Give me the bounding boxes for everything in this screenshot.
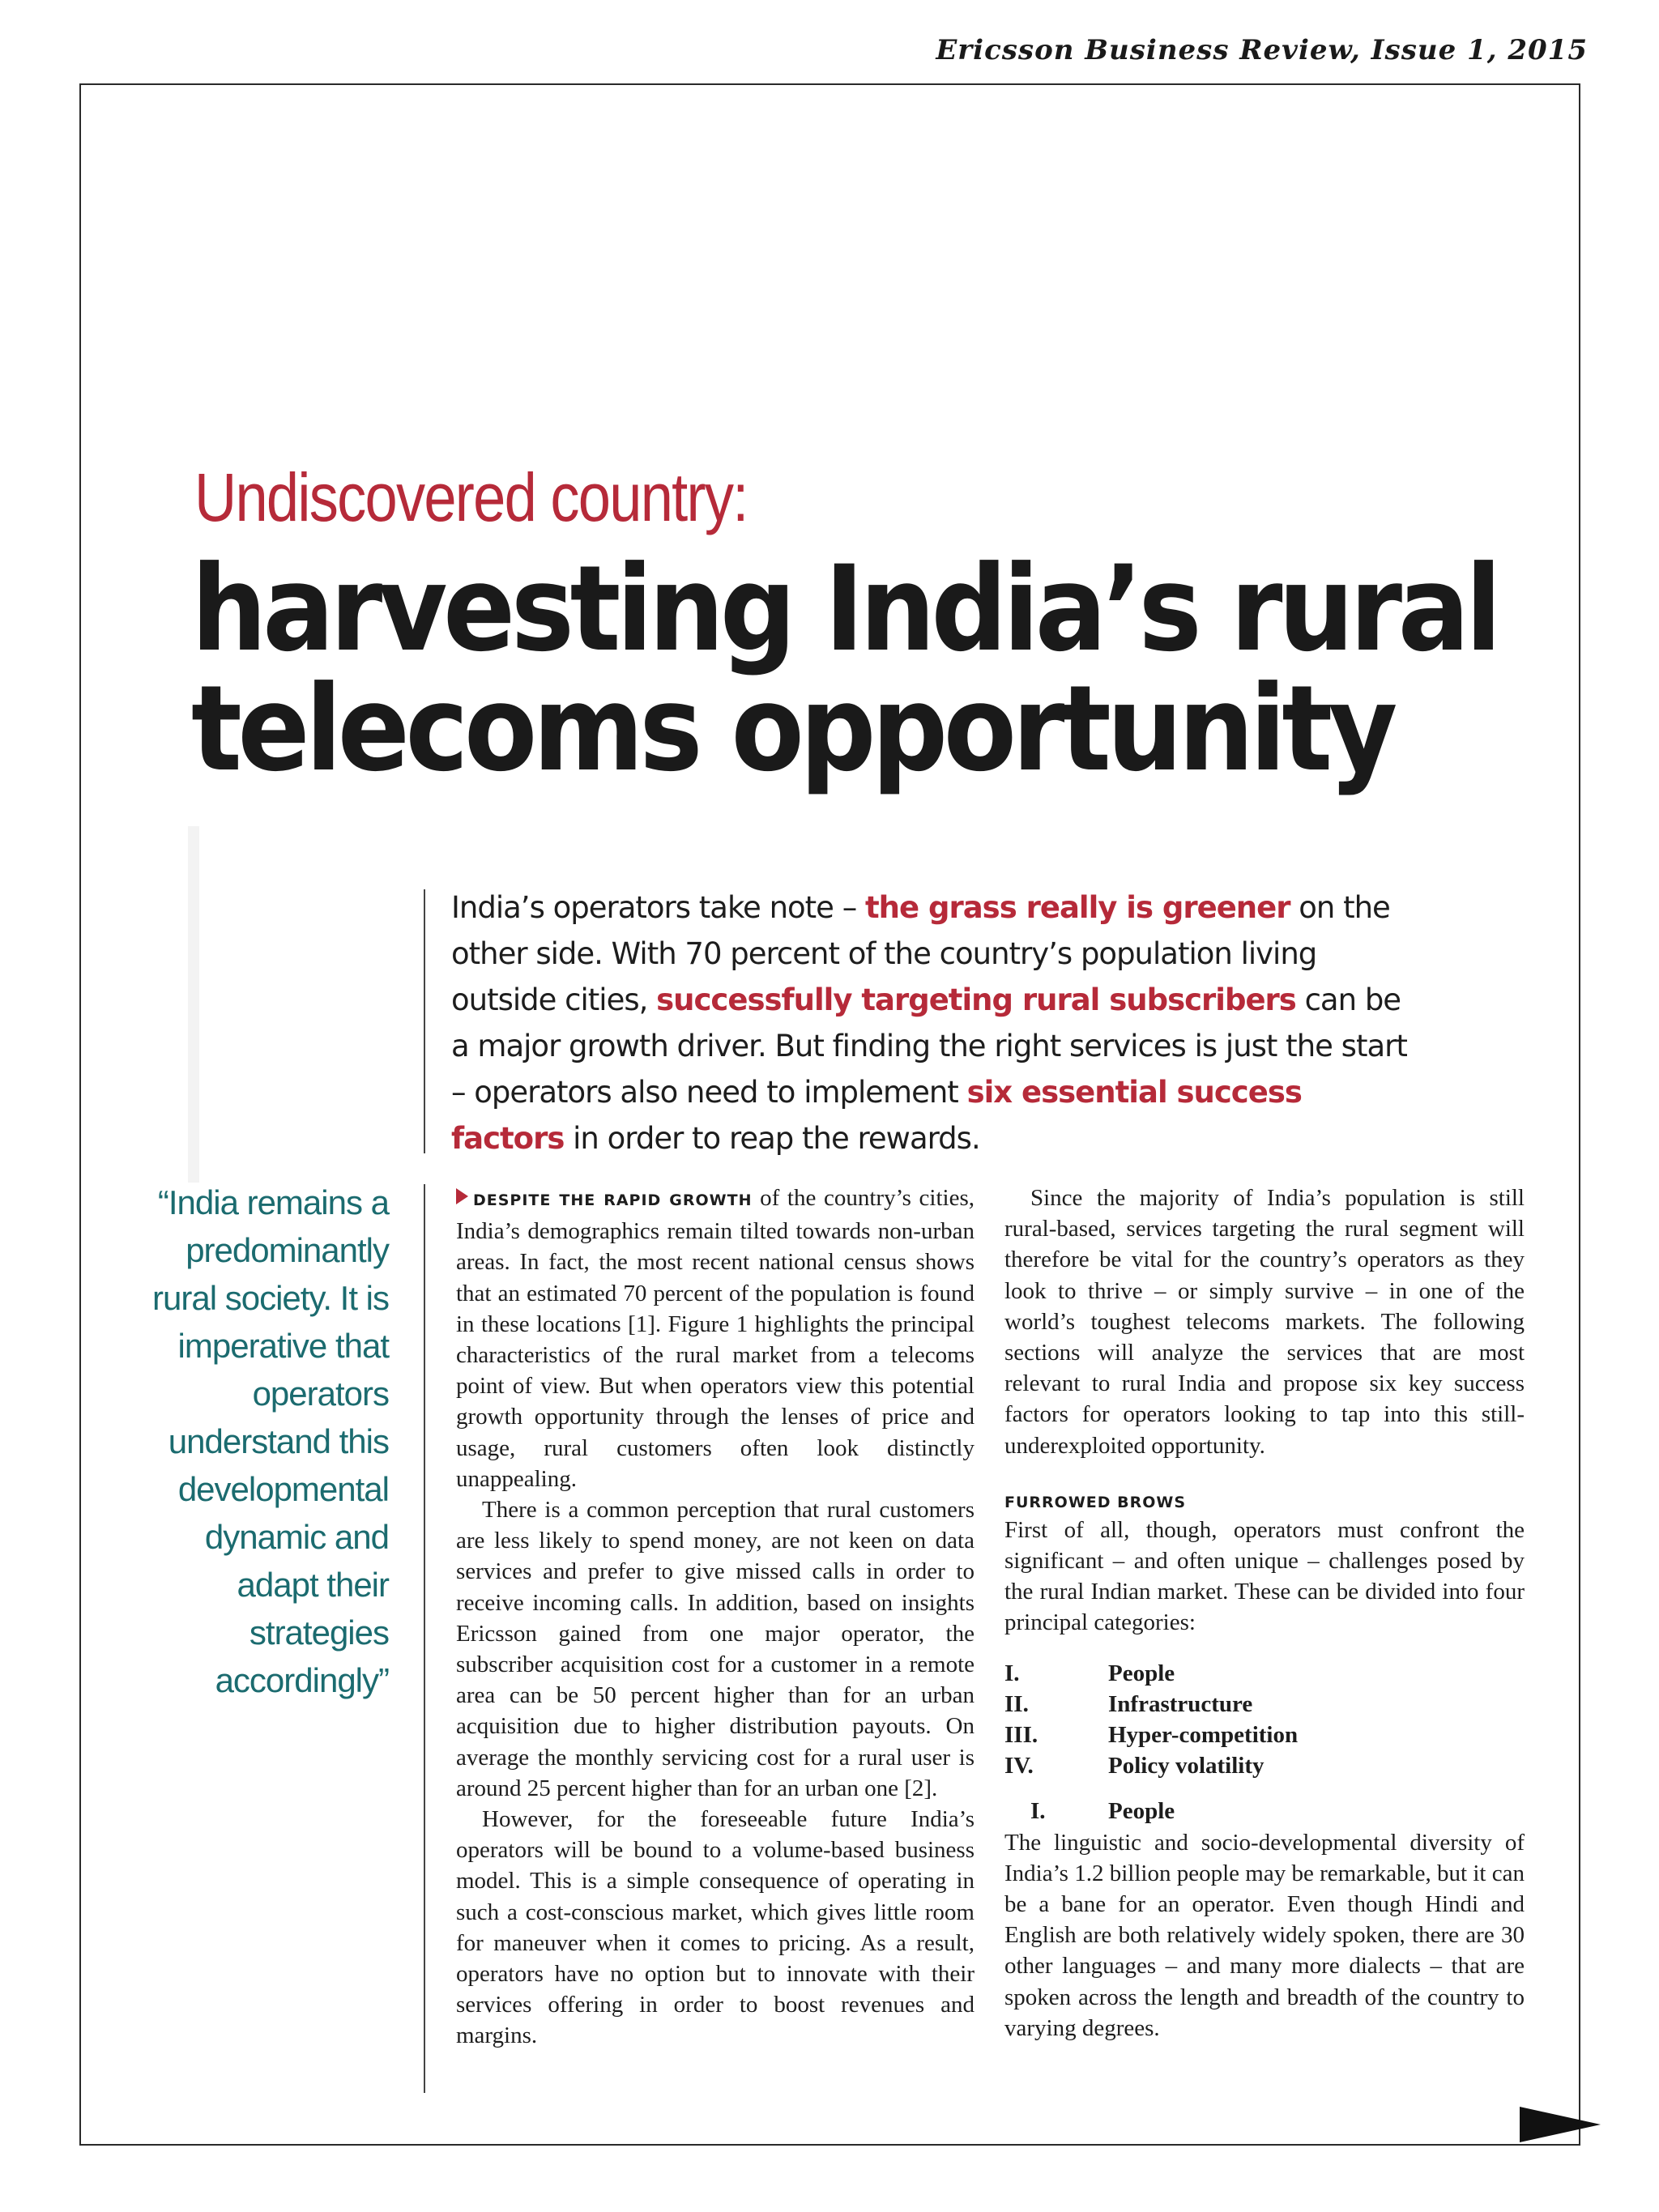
category-label: Hyper-competition (1108, 1722, 1299, 1749)
category-number: III. (1004, 1722, 1038, 1749)
body-column-1 (456, 1183, 975, 2052)
category-item (1004, 1750, 1525, 1781)
standfirst (451, 884, 1407, 1161)
pull-quote: “India remains a predominantly rural society. It is imperative that operators understand this developmental dynamic and adapt their strategies accordingly” (152, 1183, 389, 1699)
section-number: I. (1030, 1798, 1046, 1825)
category-number: II. (1004, 1690, 1029, 1717)
category-item (1004, 1720, 1525, 1750)
headline-line-2: telecoms opportunity (191, 660, 1394, 798)
col2-paragraph-2: First of all, though, operators must confront the significant – and often unique – challenges posed by the rural Indian market. These can be divided into four principal categories: (1004, 1516, 1525, 1636)
category-number: IV. (1004, 1753, 1034, 1779)
category-list (1004, 1658, 1525, 1782)
triangle-right-icon (456, 1188, 468, 1204)
col1-paragraph-1 (456, 1183, 975, 1494)
headline-line-1: harvesting India’s rural (191, 540, 1498, 678)
col1-paragraph-3: However, for the foreseeable future India’s operators will be bound to a volume-based business model. This is a simple consequence of operating in such a cost-conscious market, which gives little room for maneuver when it comes to pricing. As a result, operators have no option but to innovate with their services offering in order to boost revenues and margins. (456, 1806, 975, 2049)
standfirst-highlight-1: the grass really is greener (864, 890, 1290, 925)
section-subhead: FURROWED BROWS (1004, 1493, 1187, 1511)
standfirst-highlight-3: six essential success factors (451, 1075, 1302, 1156)
body-column-2 (1004, 1183, 1525, 2044)
section-title: People (1108, 1798, 1175, 1825)
col2-paragraph-1: Since the majority of India’s population is still rural-based, services targeting the rural segment will therefore be vital for the country’s operators as they look to thrive – or simply survive – in one of the world’s toughest telecoms markets. The following sections will analyze the services that are most relevant to rural India and propose six key success factors for operators looking to tap into this still-underexploited opportunity. (1004, 1185, 1525, 1459)
category-number: I. (1004, 1660, 1020, 1686)
category-label: Policy volatility (1108, 1753, 1265, 1779)
standfirst-text-2: on the other side. With 70 percent of the country’s population living outside cities, (451, 890, 1390, 1017)
next-page-arrow-icon[interactable] (1520, 2107, 1601, 2142)
body-rule (424, 1184, 425, 2093)
col2-paragraph-3: The linguistic and socio-developmental diversity of India’s 1.2 billion people may be remarkable, but it can be a bane for an operator. Even though Hindi and English are both relatively widely spoken, there are 30 other languages – and many more dialects – that are spoken across the length and breadth of the country to varying degrees. (1004, 1829, 1525, 2041)
category-item (1004, 1658, 1525, 1689)
article-kicker: Undiscovered country: (194, 459, 748, 535)
col1-paragraph-2: There is a common perception that rural customers are less likely to spend money, are not keen on data services and prefer to give missed calls in order to receive incoming calls. In addition, based on insights Ericsson gained from one major operator, the subscriber acquisition cost for a customer in a remote area can be 50 percent higher than for an urban acquisition due to higher distribution payouts. On average the monthly servicing cost for a rural user is around 25 percent higher than for an urban one [2]. (456, 1497, 975, 1801)
article-headline (191, 540, 1498, 798)
standfirst-rule (424, 889, 425, 1153)
side-strip (188, 826, 199, 1183)
lead-in: DESPITE THE RAPID GROWTH (473, 1191, 753, 1209)
standfirst-text-4: in order to reap the rewards. (564, 1121, 980, 1156)
standfirst-text-3: can be a major growth driver. But finding the right services is just the start – operators also need to implement (451, 982, 1407, 1110)
standfirst-highlight-2: successfully targeting rural subscribers (656, 982, 1296, 1017)
section-heading-people (1004, 1796, 1525, 1826)
publication-header: Ericsson Business Review, Issue 1, 2015 (936, 34, 1588, 66)
col1-p1-text: of the country’s cities, India’s demographics remain tilted towards non-urban areas. In fact, the most recent national census shows that an estimated 70 percent of the population is found in these locations [1]. Figure 1 highlights the principal characteristics of the rural market from a telecoms point of view. But when operators view this potential growth opportunity through the lenses of price and usage, rural customers often look distinctly unappealing. (456, 1185, 975, 1492)
category-label: Infrastructure (1108, 1690, 1253, 1717)
category-item (1004, 1689, 1525, 1720)
category-label: People (1108, 1660, 1175, 1686)
standfirst-text-1: India’s operators take note – (451, 890, 865, 925)
